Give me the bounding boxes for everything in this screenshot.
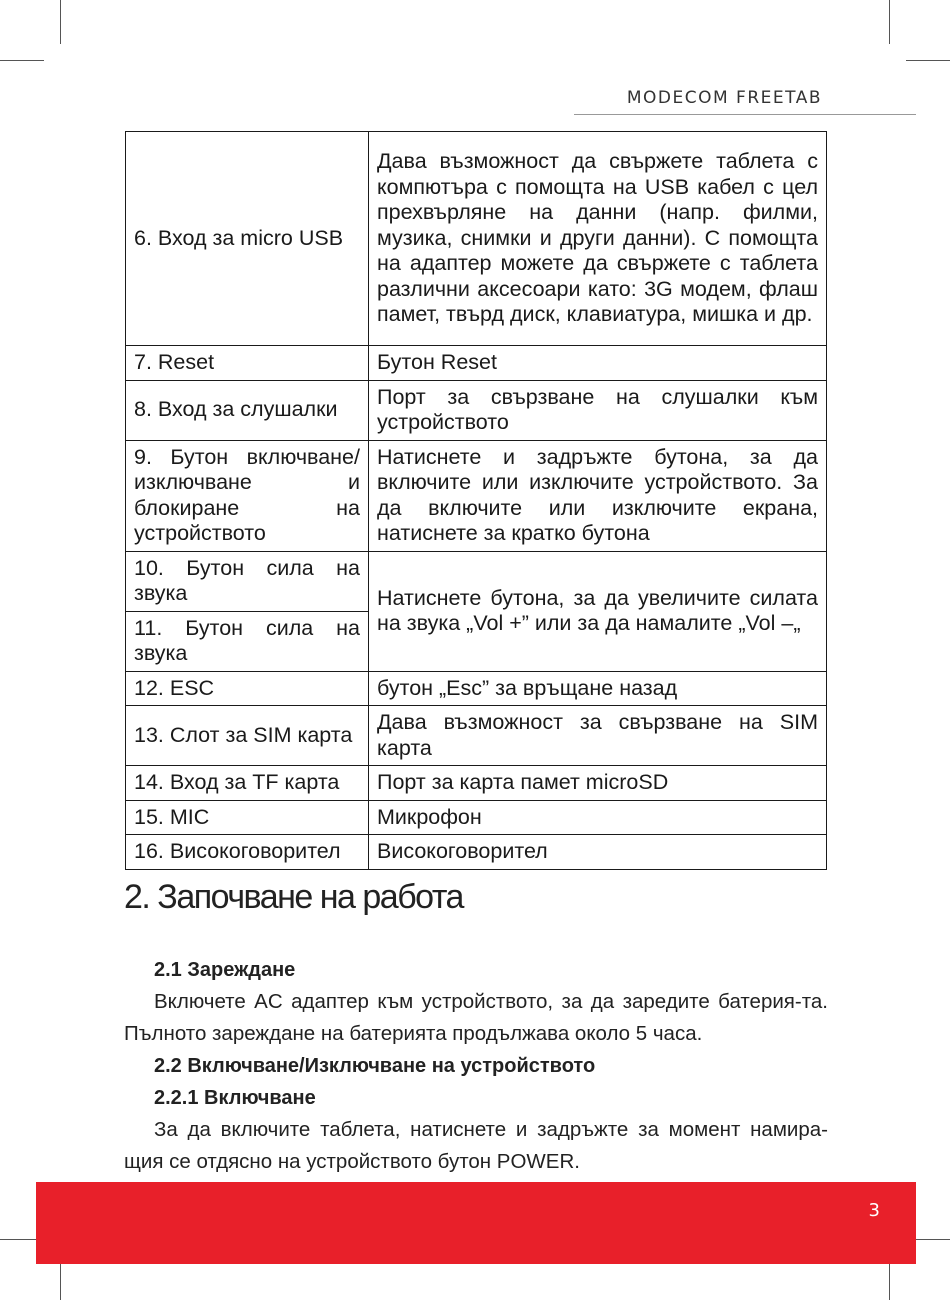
description-cell: Микрофон	[369, 800, 827, 835]
part-cell: 13. Слот за SIM карта	[126, 706, 369, 766]
paragraph: За да включите таблета, натиснете и задръжте за момент намира-щия се отдясно на устройството бутон POWER.	[124, 1118, 828, 1173]
paragraph: Включете AC адаптер към устройството, за да заредите батерия-та. Пълното зареждане на батерията продължава около 5 часа.	[124, 990, 828, 1045]
table-row	[126, 671, 827, 706]
part-cell: 16. Високоговорител	[126, 835, 369, 870]
part-cell: 11. Бутон сила на звука	[126, 611, 369, 671]
crop-mark	[889, 0, 890, 44]
description-cell: Порт за карта памет microSD	[369, 766, 827, 801]
part-cell: 6. Вход за micro USB	[126, 132, 369, 346]
table-row	[126, 800, 827, 835]
page-number: 3	[868, 1200, 880, 1221]
crop-mark	[0, 60, 44, 61]
description-cell: Натиснете и задръжте бутона, за да включите или изключите устройството. За да включите или изключите екрана, натиснете за кратко бутона	[369, 440, 827, 551]
section-body	[124, 954, 828, 1178]
table-row	[126, 551, 827, 611]
part-cell: 7. Reset	[126, 346, 369, 381]
part-cell: 9. Бутон включване/ изключване и блокиране на устройството	[126, 440, 369, 551]
section-title: 2. Започване на работа	[124, 878, 463, 916]
parts-table	[125, 131, 827, 870]
table-row	[126, 706, 827, 766]
table-row	[126, 835, 827, 870]
part-cell: 8. Вход за слушалки	[126, 380, 369, 440]
table-row	[126, 346, 827, 381]
subsection-heading: 2.2.1 Включване	[154, 1087, 316, 1109]
part-cell: 10. Бутон сила на звука	[126, 551, 369, 611]
description-cell: Бутон Reset	[369, 346, 827, 381]
footer-band	[36, 1182, 916, 1264]
table-row	[126, 440, 827, 551]
description-cell: Дава възможност да свържете таблета с компютъра с помощта на USB кабел с цел прехвърляне на данни (напр. филми, музика, снимки и други данни). С помощта на адаптер можете да свържете с таблета различни аксесоари като: 3G модем, флаш памет, твърд диск, клавиатура, мишка и др.	[369, 132, 827, 346]
subsection-heading: 2.1 Зареждане	[154, 959, 296, 981]
subsection-heading: 2.2 Включване/Изключване на устройството	[154, 1055, 596, 1077]
description-cell: бутон „Esc” за връщане назад	[369, 671, 827, 706]
part-cell: 14. Вход за TF карта	[126, 766, 369, 801]
crop-mark	[60, 0, 61, 44]
description-cell: Натиснете бутона, за да увеличите силата на звука „Vol +” или за да намалите „Vol –„	[369, 551, 827, 671]
description-cell: Дава възможност за свързване на SIM карта	[369, 706, 827, 766]
description-cell: Порт за свързване на слушалки към устройството	[369, 380, 827, 440]
table-row	[126, 380, 827, 440]
part-cell: 15. MIC	[126, 800, 369, 835]
part-cell: 12. ESC	[126, 671, 369, 706]
brand-header: MODECOM FREETAB	[626, 88, 822, 108]
crop-mark	[906, 60, 950, 61]
header-rule	[574, 114, 916, 115]
table-row	[126, 766, 827, 801]
description-cell: Високоговорител	[369, 835, 827, 870]
table-row	[126, 132, 827, 346]
